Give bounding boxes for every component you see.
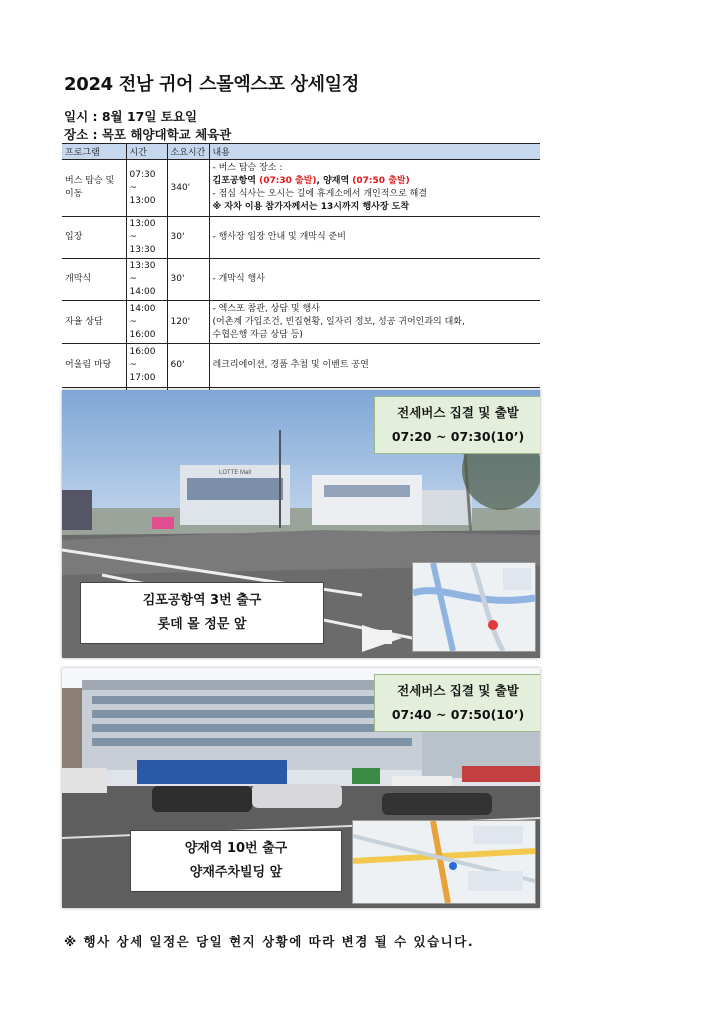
cell-duration: 60' bbox=[167, 344, 209, 388]
cell-time: 13:00 ~ 13:30 bbox=[126, 217, 167, 259]
event-date: 일시 : 8월 17일 토요일 bbox=[64, 109, 198, 124]
table-row bbox=[62, 160, 540, 217]
content-line bbox=[213, 175, 538, 188]
map-graphic bbox=[413, 563, 535, 651]
cell-duration: 30' bbox=[167, 259, 209, 301]
cell-time: 13:30 ~ 14:00 bbox=[126, 259, 167, 301]
header-program: 프로그램 bbox=[62, 144, 126, 160]
cell-content bbox=[209, 301, 540, 344]
yangjae-meeting-point-photo bbox=[62, 668, 540, 908]
page-title: 2024 전남 귀어 스몰엑스포 상세일정 bbox=[64, 74, 359, 95]
cell-content: - 행사장 입장 안내 및 개막식 준비 bbox=[209, 217, 540, 259]
yangjae-departure-badge bbox=[374, 674, 540, 732]
cell-program: 자율 상담 bbox=[62, 301, 126, 344]
depart-time-yangjae: (07:50 출발) bbox=[352, 176, 410, 186]
cell-content: 레크리에이션, 경품 추첨 및 이벤트 공연 bbox=[209, 344, 540, 388]
yangjae-location-map bbox=[352, 820, 536, 904]
gimpo-location-map bbox=[412, 562, 536, 652]
cell-content bbox=[209, 160, 540, 217]
cell-duration: 340' bbox=[167, 160, 209, 217]
badge-time: 07:20 ~ 07:30(10’) bbox=[391, 429, 525, 444]
content-line: - 점심 식사는 오시는 길에 휴게소에서 개인적으로 해결 bbox=[212, 189, 428, 199]
table-row bbox=[62, 344, 540, 388]
schedule-table bbox=[62, 143, 540, 410]
location-pin-icon bbox=[488, 620, 498, 630]
header-content: 내용 bbox=[209, 144, 540, 160]
header-duration: 소요시간 bbox=[167, 144, 209, 160]
cell-program: 개막식 bbox=[62, 259, 126, 301]
caption-line-1: 김포공항역 3번 출구 bbox=[142, 593, 262, 608]
content-line: ※ 자차 이용 참가자께서는 13시까지 행사장 도착 bbox=[212, 202, 410, 212]
badge-title: 전세버스 집결 및 출발 bbox=[397, 683, 519, 698]
table-row bbox=[62, 259, 540, 301]
content-line: - 엑스포 참관, 상담 및 행사 bbox=[212, 303, 320, 314]
badge-time: 07:40 ~ 07:50(10’) bbox=[391, 707, 525, 722]
caption-line-2: 롯데 몰 정문 앞 bbox=[157, 617, 247, 632]
event-place: 장소 : 목포 해양대학교 체육관 bbox=[64, 127, 232, 142]
depart-time-gimpo: (07:30 출발) bbox=[259, 176, 317, 186]
cell-time: 07:30 ~ 13:00 bbox=[126, 160, 167, 217]
mall-sign: LOTTE Mall bbox=[218, 470, 252, 476]
table-header-row bbox=[62, 144, 540, 160]
caption-line-1: 양재역 10번 출구 bbox=[184, 841, 288, 856]
content-line: - 버스 탑승 장소 : bbox=[212, 163, 283, 173]
cell-duration: 30' bbox=[167, 217, 209, 259]
cell-time: 14:00 ~ 16:00 bbox=[126, 301, 167, 344]
table-row bbox=[62, 301, 540, 344]
cell-program: 입장 bbox=[62, 217, 126, 259]
cell-program: 버스 탑승 및 이동 bbox=[62, 160, 126, 217]
table-row bbox=[62, 217, 540, 259]
cell-time: 16:00 ~ 17:00 bbox=[126, 344, 167, 388]
map-graphic bbox=[353, 821, 535, 903]
bus-stop-yangjae: , 양재역 bbox=[316, 176, 353, 186]
bus-stop-gimpo: 김포공항역 bbox=[212, 176, 260, 186]
gimpo-location-caption bbox=[80, 582, 324, 644]
location-pin-icon bbox=[449, 862, 457, 870]
header-time: 시간 bbox=[126, 144, 167, 160]
cell-content: - 개막식 행사 bbox=[209, 259, 540, 301]
cell-duration: 120' bbox=[167, 301, 209, 344]
gimpo-meeting-point-photo bbox=[62, 390, 540, 658]
content-line: (어촌계 가입조건, 빈집현황, 일자리 정보, 성공 귀어인과의 대화, bbox=[212, 316, 465, 327]
gimpo-departure-badge bbox=[374, 396, 540, 454]
footnote: ※ 행사 상세 일정은 당일 현지 상황에 따라 변경 될 수 있습니다. bbox=[64, 934, 475, 949]
yangjae-location-caption bbox=[130, 830, 342, 892]
content-line: 수협은행 자금 상담 등) bbox=[212, 329, 303, 340]
cell-program: 어울림 마당 bbox=[62, 344, 126, 388]
badge-title: 전세버스 집결 및 출발 bbox=[397, 405, 519, 420]
caption-line-2: 양재주차빌딩 앞 bbox=[189, 865, 283, 880]
